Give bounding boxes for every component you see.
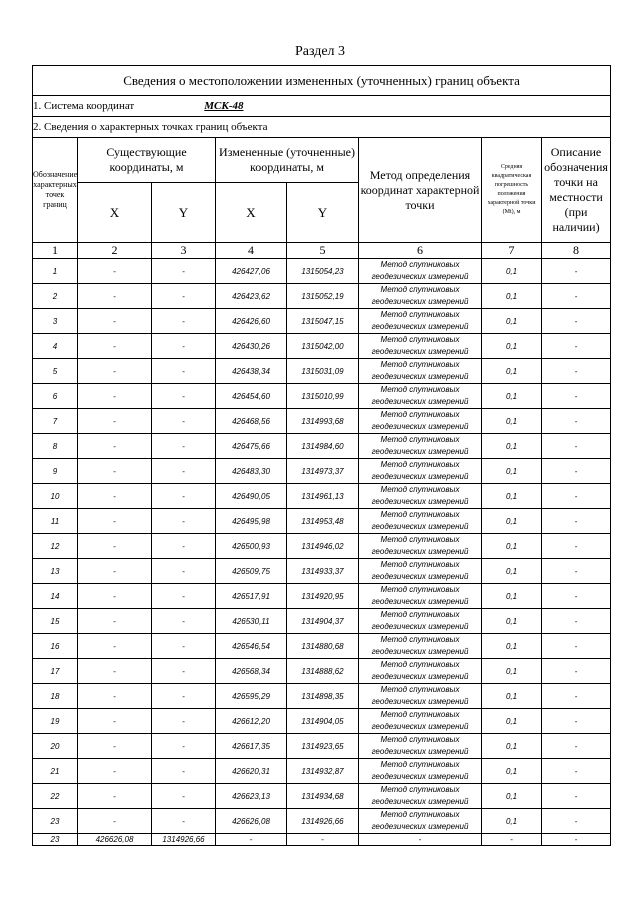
table-row bbox=[33, 459, 611, 484]
cell-changed-y: 1315031,09 bbox=[287, 359, 359, 384]
cell-precision: 0,1 bbox=[482, 609, 542, 634]
cell-description: - bbox=[542, 784, 611, 809]
cell-changed-x: 426490,05 bbox=[216, 484, 287, 509]
cell-method bbox=[359, 284, 482, 309]
cell-precision: 0,1 bbox=[482, 559, 542, 584]
cell-precision: 0,1 bbox=[482, 809, 542, 834]
method-line-2: геодезических измерений bbox=[371, 297, 469, 306]
method-line-2: геодезических измерений bbox=[371, 597, 469, 606]
cell-closing-x: - bbox=[216, 834, 287, 846]
cell-precision: 0,1 bbox=[482, 634, 542, 659]
cell-existing-x: - bbox=[78, 384, 152, 409]
cell-method bbox=[359, 384, 482, 409]
cell-point-number: 15 bbox=[33, 609, 78, 634]
method-line-2: геодезических измерений bbox=[371, 422, 469, 431]
cell-point-number: 11 bbox=[33, 509, 78, 534]
method-line-1: Метод спутниковых bbox=[380, 685, 460, 694]
cell-method bbox=[359, 609, 482, 634]
cell-method bbox=[359, 509, 482, 534]
cell-changed-x: 426427,06 bbox=[216, 259, 287, 284]
cell-existing-x: - bbox=[78, 709, 152, 734]
cell-method bbox=[359, 359, 482, 384]
cell-precision: 0,1 bbox=[482, 409, 542, 434]
coord-system-label: 1. Система координат bbox=[33, 100, 135, 112]
method-line-1: Метод спутниковых bbox=[380, 360, 460, 369]
cell-description: - bbox=[542, 659, 611, 684]
cell-changed-x: 426438,34 bbox=[216, 359, 287, 384]
cell-point-number: 5 bbox=[33, 359, 78, 384]
cell-precision: 0,1 bbox=[482, 684, 542, 709]
col-num: 7 bbox=[482, 243, 542, 259]
cell-changed-x: 426546,54 bbox=[216, 634, 287, 659]
cell-changed-x: 426595,29 bbox=[216, 684, 287, 709]
table-row bbox=[33, 734, 611, 759]
method-header: Метод определения координат характерной точки bbox=[359, 138, 482, 243]
cell-changed-x: 426483,30 bbox=[216, 459, 287, 484]
cell-method bbox=[359, 259, 482, 284]
cell-precision: 0,1 bbox=[482, 484, 542, 509]
cell-closing-n: 23 bbox=[33, 834, 78, 846]
cell-method bbox=[359, 534, 482, 559]
cell-method bbox=[359, 784, 482, 809]
cell-method bbox=[359, 409, 482, 434]
cell-existing-y: - bbox=[152, 459, 216, 484]
cell-precision: 0,1 bbox=[482, 259, 542, 284]
cell-description: - bbox=[542, 709, 611, 734]
method-line-2: геодезических измерений bbox=[371, 797, 469, 806]
method-line-1: Метод спутниковых bbox=[380, 610, 460, 619]
table-row bbox=[33, 559, 611, 584]
cell-changed-y: 1314933,37 bbox=[287, 559, 359, 584]
cell-description: - bbox=[542, 759, 611, 784]
cell-method bbox=[359, 659, 482, 684]
cell-changed-x: 426500,93 bbox=[216, 534, 287, 559]
cell-existing-y: - bbox=[152, 584, 216, 609]
cell-existing-x: - bbox=[78, 784, 152, 809]
method-line-2: геодезических измерений bbox=[371, 672, 469, 681]
cell-existing-y: - bbox=[152, 534, 216, 559]
cell-point-number: 14 bbox=[33, 584, 78, 609]
cell-existing-y: - bbox=[152, 384, 216, 409]
cell-precision: 0,1 bbox=[482, 509, 542, 534]
cell-point-number: 8 bbox=[33, 434, 78, 459]
cell-changed-x: 426568,34 bbox=[216, 659, 287, 684]
cell-changed-x: 426617,35 bbox=[216, 734, 287, 759]
cell-existing-y: - bbox=[152, 609, 216, 634]
table-row bbox=[33, 759, 611, 784]
cell-description: - bbox=[542, 634, 611, 659]
cell-point-number: 19 bbox=[33, 709, 78, 734]
cell-closing-ey: 1314926,66 bbox=[152, 834, 216, 846]
cell-existing-x: - bbox=[78, 734, 152, 759]
cell-existing-x: - bbox=[78, 559, 152, 584]
cell-existing-x: - bbox=[78, 609, 152, 634]
cell-changed-y: 1314932,87 bbox=[287, 759, 359, 784]
cell-method bbox=[359, 334, 482, 359]
designation-header: Обозначение характерных точек границ bbox=[33, 138, 78, 243]
cell-point-number: 20 bbox=[33, 734, 78, 759]
col-num: 4 bbox=[216, 243, 287, 259]
points-heading: 2. Сведения о характерных точках границ объекта bbox=[33, 117, 611, 138]
cell-changed-x: 426475,66 bbox=[216, 434, 287, 459]
cell-existing-y: - bbox=[152, 709, 216, 734]
table-title: Сведения о местоположении измененных (уточненных) границ объекта bbox=[33, 66, 611, 96]
cell-precision: 0,1 bbox=[482, 709, 542, 734]
cell-description: - bbox=[542, 559, 611, 584]
table-row bbox=[33, 809, 611, 834]
section-title: Раздел 3 bbox=[294, 44, 346, 59]
table-row bbox=[33, 409, 611, 434]
cell-existing-x: - bbox=[78, 284, 152, 309]
method-line-1: Метод спутниковых bbox=[380, 310, 460, 319]
method-line-2: геодезических измерений bbox=[371, 572, 469, 581]
method-line-1: Метод спутниковых bbox=[380, 735, 460, 744]
closing-row bbox=[33, 834, 611, 846]
table-row bbox=[33, 434, 611, 459]
cell-changed-y: 1314888,62 bbox=[287, 659, 359, 684]
cell-precision: 0,1 bbox=[482, 659, 542, 684]
cell-method bbox=[359, 709, 482, 734]
cell-method bbox=[359, 309, 482, 334]
col-num: 8 bbox=[542, 243, 611, 259]
cell-closing-ex: 426626,08 bbox=[78, 834, 152, 846]
existing-x-header: X bbox=[78, 183, 152, 243]
cell-existing-y: - bbox=[152, 309, 216, 334]
changed-coords-header: Измененные (уточненные) координаты, м bbox=[216, 138, 359, 183]
cell-changed-y: 1315054,23 bbox=[287, 259, 359, 284]
table-row bbox=[33, 634, 611, 659]
method-line-1: Метод спутниковых bbox=[380, 435, 460, 444]
table-row bbox=[33, 709, 611, 734]
cell-changed-y: 1314934,68 bbox=[287, 784, 359, 809]
method-line-1: Метод спутниковых bbox=[380, 785, 460, 794]
coord-system-value: МСК-48 bbox=[204, 100, 244, 112]
cell-changed-y: 1314984,60 bbox=[287, 434, 359, 459]
method-line-2: геодезических измерений bbox=[371, 547, 469, 556]
method-line-1: Метод спутниковых bbox=[380, 385, 460, 394]
cell-existing-x: - bbox=[78, 534, 152, 559]
table-row bbox=[33, 659, 611, 684]
cell-point-number: 21 bbox=[33, 759, 78, 784]
cell-point-number: 7 bbox=[33, 409, 78, 434]
cell-description: - bbox=[542, 359, 611, 384]
cell-description: - bbox=[542, 309, 611, 334]
cell-existing-y: - bbox=[152, 734, 216, 759]
precision-header: Средняя квадратическая погрешность положения характерной точки (Mt), м bbox=[482, 138, 542, 243]
cell-changed-y: 1314898,35 bbox=[287, 684, 359, 709]
col-num: 2 bbox=[78, 243, 152, 259]
cell-existing-y: - bbox=[152, 509, 216, 534]
cell-point-number: 12 bbox=[33, 534, 78, 559]
cell-existing-x: - bbox=[78, 509, 152, 534]
cell-closing-m: - bbox=[359, 834, 482, 846]
cell-changed-y: 1314904,05 bbox=[287, 709, 359, 734]
cell-method bbox=[359, 434, 482, 459]
cell-method bbox=[359, 759, 482, 784]
cell-changed-x: 426612,20 bbox=[216, 709, 287, 734]
cell-existing-y: - bbox=[152, 409, 216, 434]
method-line-2: геодезических измерений bbox=[371, 322, 469, 331]
cell-description: - bbox=[542, 684, 611, 709]
cell-precision: 0,1 bbox=[482, 534, 542, 559]
cell-method bbox=[359, 734, 482, 759]
cell-method bbox=[359, 584, 482, 609]
cell-description: - bbox=[542, 584, 611, 609]
cell-point-number: 4 bbox=[33, 334, 78, 359]
description-header: Описание обозначения точки на местности (при наличии) bbox=[542, 138, 611, 243]
cell-description: - bbox=[542, 259, 611, 284]
cell-changed-x: 426430,26 bbox=[216, 334, 287, 359]
cell-precision: 0,1 bbox=[482, 334, 542, 359]
cell-method bbox=[359, 634, 482, 659]
cell-description: - bbox=[542, 459, 611, 484]
cell-existing-y: - bbox=[152, 784, 216, 809]
cell-description: - bbox=[542, 434, 611, 459]
cell-changed-x: 426423,62 bbox=[216, 284, 287, 309]
cell-changed-x: 426454,60 bbox=[216, 384, 287, 409]
cell-changed-y: 1315052,19 bbox=[287, 284, 359, 309]
cell-existing-x: - bbox=[78, 484, 152, 509]
existing-coords-header: Существующие координаты, м bbox=[78, 138, 216, 183]
method-line-1: Метод спутниковых bbox=[380, 760, 460, 769]
cell-changed-y: 1314880,68 bbox=[287, 634, 359, 659]
method-line-2: геодезических измерений bbox=[371, 347, 469, 356]
cell-changed-y: 1314920,95 bbox=[287, 584, 359, 609]
cell-description: - bbox=[542, 334, 611, 359]
table-row bbox=[33, 384, 611, 409]
cell-point-number: 13 bbox=[33, 559, 78, 584]
method-line-1: Метод спутниковых bbox=[380, 285, 460, 294]
method-line-1: Метод спутниковых bbox=[380, 810, 460, 819]
cell-changed-y: 1315042,00 bbox=[287, 334, 359, 359]
cell-existing-x: - bbox=[78, 259, 152, 284]
method-line-1: Метод спутниковых bbox=[380, 335, 460, 344]
method-line-2: геодезических измерений bbox=[371, 522, 469, 531]
cell-description: - bbox=[542, 609, 611, 634]
method-line-1: Метод спутниковых bbox=[380, 460, 460, 469]
cell-point-number: 16 bbox=[33, 634, 78, 659]
cell-precision: 0,1 bbox=[482, 784, 542, 809]
cell-point-number: 9 bbox=[33, 459, 78, 484]
cell-method bbox=[359, 459, 482, 484]
cell-existing-y: - bbox=[152, 759, 216, 784]
cell-description: - bbox=[542, 384, 611, 409]
cell-precision: 0,1 bbox=[482, 284, 542, 309]
table-row bbox=[33, 334, 611, 359]
cell-point-number: 3 bbox=[33, 309, 78, 334]
method-line-2: геодезических измерений bbox=[371, 822, 469, 831]
existing-y-header: Y bbox=[152, 183, 216, 243]
cell-point-number: 17 bbox=[33, 659, 78, 684]
cell-changed-x: 426517,91 bbox=[216, 584, 287, 609]
cell-point-number: 1 bbox=[33, 259, 78, 284]
cell-point-number: 22 bbox=[33, 784, 78, 809]
cell-changed-y: 1314926,66 bbox=[287, 809, 359, 834]
cell-description: - bbox=[542, 809, 611, 834]
method-line-1: Метод спутниковых bbox=[380, 660, 460, 669]
method-line-1: Метод спутниковых bbox=[380, 485, 460, 494]
method-line-2: геодезических измерений bbox=[371, 647, 469, 656]
method-line-2: геодезических измерений bbox=[371, 472, 469, 481]
cell-existing-y: - bbox=[152, 484, 216, 509]
cell-precision: 0,1 bbox=[482, 434, 542, 459]
cell-method bbox=[359, 684, 482, 709]
cell-existing-y: - bbox=[152, 434, 216, 459]
coord-system-row bbox=[33, 96, 611, 117]
cell-description: - bbox=[542, 509, 611, 534]
cell-precision: 0,1 bbox=[482, 359, 542, 384]
boundary-points-table bbox=[32, 65, 611, 846]
table-row bbox=[33, 284, 611, 309]
cell-changed-y: 1314953,48 bbox=[287, 509, 359, 534]
col-num: 5 bbox=[287, 243, 359, 259]
cell-changed-y: 1315010,99 bbox=[287, 384, 359, 409]
cell-changed-x: 426495,98 bbox=[216, 509, 287, 534]
cell-existing-x: - bbox=[78, 634, 152, 659]
cell-existing-x: - bbox=[78, 659, 152, 684]
cell-precision: 0,1 bbox=[482, 384, 542, 409]
cell-existing-y: - bbox=[152, 809, 216, 834]
method-line-1: Метод спутниковых bbox=[380, 560, 460, 569]
table-row bbox=[33, 534, 611, 559]
method-line-2: геодезических измерений bbox=[371, 622, 469, 631]
cell-existing-x: - bbox=[78, 334, 152, 359]
cell-description: - bbox=[542, 484, 611, 509]
method-line-2: геодезических измерений bbox=[371, 372, 469, 381]
cell-closing-p: - bbox=[482, 834, 542, 846]
cell-changed-y: 1314946,02 bbox=[287, 534, 359, 559]
table-row bbox=[33, 684, 611, 709]
method-line-1: Метод спутниковых bbox=[380, 535, 460, 544]
method-line-2: геодезических измерений bbox=[371, 697, 469, 706]
cell-existing-y: - bbox=[152, 359, 216, 384]
cell-precision: 0,1 bbox=[482, 759, 542, 784]
cell-point-number: 6 bbox=[33, 384, 78, 409]
cell-changed-y: 1314961,13 bbox=[287, 484, 359, 509]
cell-description: - bbox=[542, 409, 611, 434]
cell-point-number: 10 bbox=[33, 484, 78, 509]
table-row bbox=[33, 509, 611, 534]
table-row bbox=[33, 584, 611, 609]
cell-point-number: 18 bbox=[33, 684, 78, 709]
cell-existing-y: - bbox=[152, 559, 216, 584]
changed-x-header: X bbox=[216, 183, 287, 243]
cell-existing-y: - bbox=[152, 259, 216, 284]
table-row bbox=[33, 609, 611, 634]
cell-precision: 0,1 bbox=[482, 309, 542, 334]
cell-existing-x: - bbox=[78, 309, 152, 334]
cell-existing-x: - bbox=[78, 359, 152, 384]
method-line-2: геодезических измерений bbox=[371, 747, 469, 756]
changed-y-header: Y bbox=[287, 183, 359, 243]
cell-changed-y: 1314923,65 bbox=[287, 734, 359, 759]
method-line-1: Метод спутниковых bbox=[380, 710, 460, 719]
cell-changed-y: 1314973,37 bbox=[287, 459, 359, 484]
method-line-1: Метод спутниковых bbox=[380, 410, 460, 419]
cell-method bbox=[359, 559, 482, 584]
method-line-1: Метод спутниковых bbox=[380, 260, 460, 269]
cell-existing-x: - bbox=[78, 459, 152, 484]
cell-changed-x: 426623,13 bbox=[216, 784, 287, 809]
method-line-2: геодезических измерений bbox=[371, 772, 469, 781]
cell-existing-x: - bbox=[78, 809, 152, 834]
cell-changed-y: 1315047,15 bbox=[287, 309, 359, 334]
cell-existing-x: - bbox=[78, 759, 152, 784]
cell-closing-y: - bbox=[287, 834, 359, 846]
cell-changed-x: 426626,08 bbox=[216, 809, 287, 834]
cell-existing-y: - bbox=[152, 684, 216, 709]
cell-existing-y: - bbox=[152, 334, 216, 359]
method-line-2: геодезических измерений bbox=[371, 447, 469, 456]
method-line-2: геодезических измерений bbox=[371, 497, 469, 506]
cell-precision: 0,1 bbox=[482, 734, 542, 759]
table-row bbox=[33, 309, 611, 334]
cell-existing-x: - bbox=[78, 434, 152, 459]
method-line-1: Метод спутниковых bbox=[380, 585, 460, 594]
method-line-2: геодезических измерений bbox=[371, 272, 469, 281]
cell-existing-y: - bbox=[152, 634, 216, 659]
cell-description: - bbox=[542, 734, 611, 759]
method-line-1: Метод спутниковых bbox=[380, 635, 460, 644]
cell-changed-y: 1314904,37 bbox=[287, 609, 359, 634]
method-line-2: геодезических измерений bbox=[371, 722, 469, 731]
cell-existing-y: - bbox=[152, 284, 216, 309]
cell-method bbox=[359, 809, 482, 834]
table-row bbox=[33, 484, 611, 509]
cell-point-number: 23 bbox=[33, 809, 78, 834]
cell-precision: 0,1 bbox=[482, 459, 542, 484]
col-num: 6 bbox=[359, 243, 482, 259]
cell-changed-x: 426468,56 bbox=[216, 409, 287, 434]
cell-changed-x: 426509,75 bbox=[216, 559, 287, 584]
table-row bbox=[33, 359, 611, 384]
cell-changed-x: 426530,11 bbox=[216, 609, 287, 634]
table-row bbox=[33, 784, 611, 809]
column-number-row bbox=[33, 243, 611, 259]
cell-existing-x: - bbox=[78, 684, 152, 709]
cell-method bbox=[359, 484, 482, 509]
cell-description: - bbox=[542, 284, 611, 309]
cell-changed-x: 426620,31 bbox=[216, 759, 287, 784]
cell-changed-x: 426426,60 bbox=[216, 309, 287, 334]
col-num: 3 bbox=[152, 243, 216, 259]
cell-closing-d: - bbox=[542, 834, 611, 846]
cell-point-number: 2 bbox=[33, 284, 78, 309]
method-line-2: геодезических измерений bbox=[371, 397, 469, 406]
method-line-1: Метод спутниковых bbox=[380, 510, 460, 519]
cell-precision: 0,1 bbox=[482, 584, 542, 609]
table-row bbox=[33, 259, 611, 284]
cell-description: - bbox=[542, 534, 611, 559]
col-num: 1 bbox=[33, 243, 78, 259]
cell-existing-x: - bbox=[78, 584, 152, 609]
cell-changed-y: 1314993,68 bbox=[287, 409, 359, 434]
cell-existing-x: - bbox=[78, 409, 152, 434]
cell-existing-y: - bbox=[152, 659, 216, 684]
